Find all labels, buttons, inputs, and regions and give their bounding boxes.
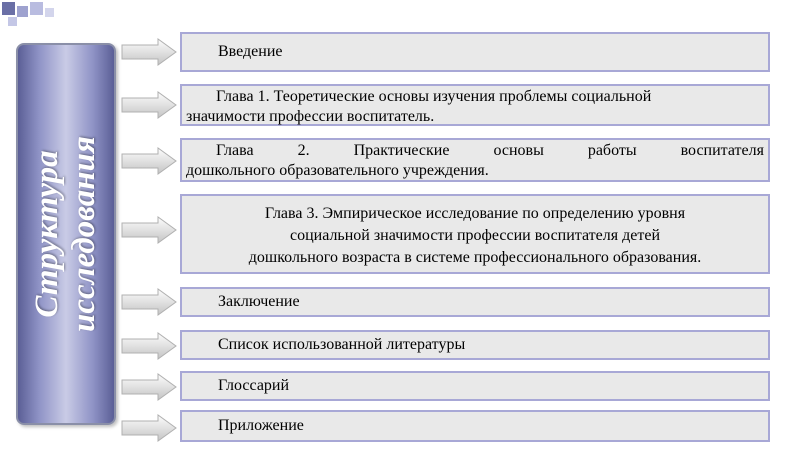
item-chapter-2 <box>180 138 770 182</box>
arrow-icon <box>120 287 178 317</box>
item-conclusion <box>180 287 770 317</box>
arrow-icon <box>120 413 178 443</box>
item-chapter-3-line1: Глава 3. Эмпирическое исследование по определению уровня <box>264 205 686 222</box>
arrow-icon <box>120 215 178 245</box>
item-chapter-2-line2: дошкольного образовательного учреждения. <box>186 162 489 179</box>
item-chapter-1-line1: Глава 1. Теоретические основы изучения проблемы социальной <box>216 88 652 105</box>
item-glossary <box>180 371 770 401</box>
item-chapter-3-line3: дошкольного возраста в системе профессионального образования. <box>248 249 702 266</box>
item-references <box>180 330 770 360</box>
item-chapter-1-line2: значимости профессии воспитатель. <box>186 108 435 125</box>
arrow-icon <box>120 37 178 67</box>
structure-title-line1: Структура <box>29 150 65 318</box>
item-introduction-text: Введение <box>218 43 283 60</box>
item-chapter-1 <box>180 84 770 126</box>
arrow-icon <box>120 90 178 120</box>
arrow-icon <box>120 372 178 402</box>
item-chapter-3 <box>180 194 770 274</box>
item-references-text: Список использованной литературы <box>218 336 466 353</box>
corner-decoration <box>0 0 70 30</box>
item-chapter-2-line1: Глава 2. Практические основы работы воспитателя <box>216 142 764 159</box>
structure-title-panel <box>16 43 116 425</box>
item-conclusion-text: Заключение <box>218 293 300 310</box>
arrow-icon <box>120 331 178 361</box>
item-chapter-3-line2: социальной значимости профессии воспитателя детей <box>289 227 661 244</box>
structure-title <box>29 136 103 332</box>
structure-title-line2: исследования <box>66 136 102 332</box>
arrow-icon <box>120 146 178 176</box>
item-introduction <box>180 32 770 72</box>
item-appendix <box>180 410 770 442</box>
item-glossary-text: Глоссарий <box>218 377 290 394</box>
item-appendix-text: Приложение <box>218 417 304 434</box>
